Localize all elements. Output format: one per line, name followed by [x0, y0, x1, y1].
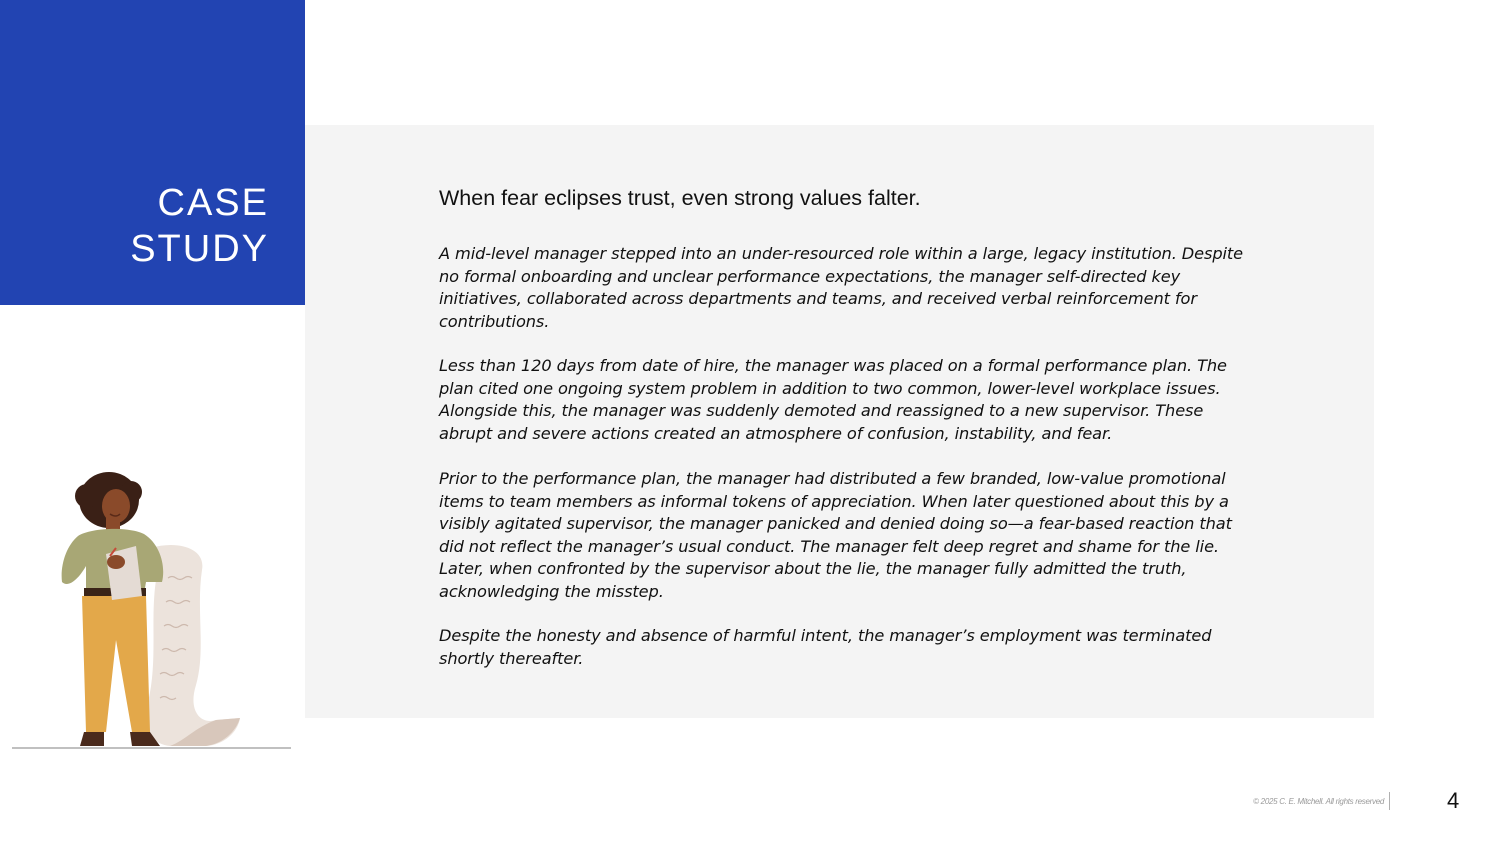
paragraph-performance-plan: Less than 120 days from date of hire, the manager was placed on a formal performance plan. The plan cited one ongoing system problem in addition to two common, lower-level workplace issues. Alongside this, the manager was suddenly demoted and reassigned to a new supervisor. These abrupt and severe actions created an atmosphere of confusion, instability, and fear.: [439, 356, 1227, 443]
content-panel: [305, 125, 1374, 718]
title-line-1: CASE: [157, 182, 269, 224]
woman-reading-long-list-icon: [10, 470, 295, 755]
paragraph-promotional-items: Prior to the performance plan, the manager had distributed a few branded, low-value promotional items to team members as informal tokens of appreciation. When later questioned about this by a visibly agitated supervisor, the manager panicked and denied doing so—a fear-based reaction that did not reflect the manager’s usual conduct. The manager felt deep regret and shame for the lie. Later, when confronted by the supervisor about the lie, the manager fully admitted the truth, acknowledging the misstep.: [439, 469, 1232, 601]
title-line-2: STUDY: [130, 228, 269, 270]
headline: When fear eclipses trust, even strong values falter.: [439, 186, 921, 210]
page-number: 4: [1447, 788, 1460, 813]
slide-title: [130, 180, 269, 272]
title-block: [0, 0, 305, 305]
footer-copyright: © 2025 C. E. Mitchell. All rights reserved: [1253, 797, 1384, 806]
paragraph-onboarding: A mid-level manager stepped into an under-resourced role within a large, legacy institution. Despite no formal onboarding and unclear performance expectations, the manager self-directed key initiatives, collaborated across departments and teams, and received verbal reinforcement for contributions.: [439, 244, 1244, 331]
paragraph-termination: Despite the honesty and absence of harmful intent, the manager’s employment was terminated shortly thereafter.: [439, 626, 1212, 668]
footer-divider: [1389, 792, 1390, 810]
